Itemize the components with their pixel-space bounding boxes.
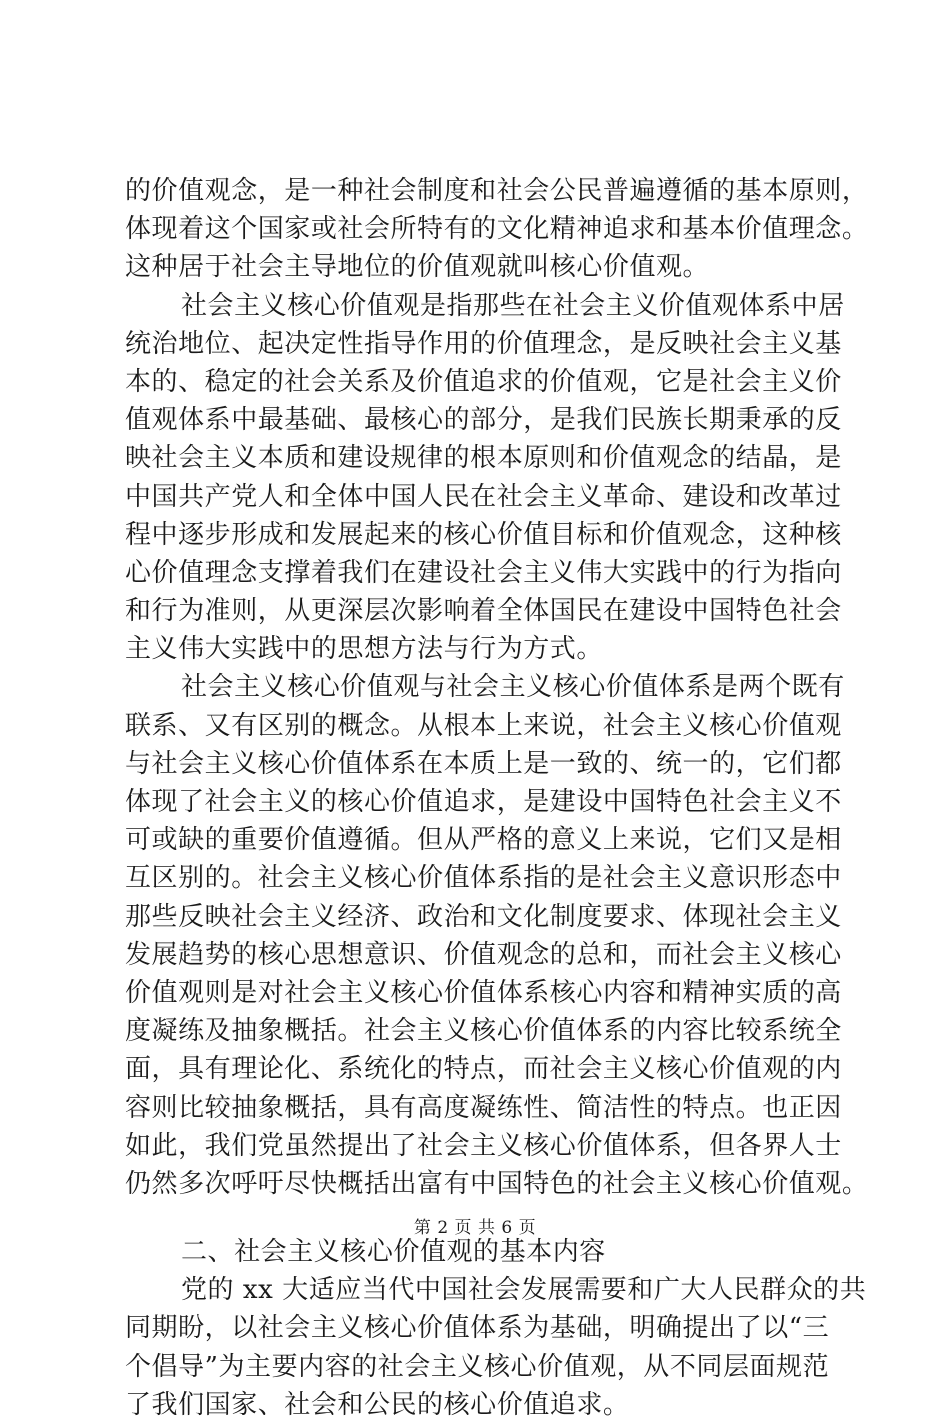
text-line: 值观体系中最基础、最核心的部分，是我们民族长期秉承的反 xyxy=(125,405,842,436)
text-line: 个倡导”为主要内容的社会主义核心价值观，从不同层面规范 xyxy=(125,1351,830,1382)
text-line: 面，具有理论化、系统化的特点，而社会主义核心价值观的内 xyxy=(125,1054,842,1085)
text-line: 统治地位、起决定性指导作用的价值理念，是反映社会主义基 xyxy=(125,328,842,359)
text-line: 党的 xx 大适应当代中国社会发展需要和广大人民群众的共 xyxy=(181,1275,867,1306)
text-line: 程中逐步形成和发展起来的核心价值目标和价值观念，这种核 xyxy=(125,519,842,550)
text-line: 了我们国家、社会和公民的核心价值追求。 xyxy=(125,1389,630,1420)
paragraph-4 xyxy=(125,1271,867,1424)
text-line: 社会主义核心价值观与社会主义核心价值体系是两个既有 xyxy=(181,672,845,703)
text-line: 价值观则是对社会主义核心价值体系核心内容和精神实质的高 xyxy=(125,977,842,1008)
text-line: 这种居于社会主导地位的价值观就叫核心价值观。 xyxy=(125,252,710,283)
text-line: 发展趋势的核心思想意识、价值观念的总和，而社会主义核心 xyxy=(125,939,842,970)
text-line: 度凝练及抽象概括。社会主义核心价值体系的内容比较系统全 xyxy=(125,1016,842,1047)
text-line: 心价值理念支撑着我们在建设社会主义伟大实践中的行为指向 xyxy=(125,557,842,588)
text-line: 和行为准则，从更深层次影响着全体国民在建设中国特色社会 xyxy=(125,596,842,627)
text-line: 仍然多次呼吁尽快概括出富有中国特色的社会主义核心价值观。 xyxy=(125,1168,869,1199)
text-line: 与社会主义核心价值体系在本质上是一致的、统一的，它们都 xyxy=(125,748,842,779)
text-line: 如此，我们党虽然提出了社会主义核心价值体系，但各界人士 xyxy=(125,1130,842,1161)
text-line: 主义伟大实践中的思想方法与行为方式。 xyxy=(125,634,603,665)
text-line: 体现了社会主义的核心价值追求，是建设中国特色社会主义不 xyxy=(125,787,842,817)
text-line: 同期盼，以社会主义核心价值体系为基础，明确提出了以“三 xyxy=(125,1313,830,1344)
text-line: 容则比较抽象概括，具有高度凝练性、简洁性的特点。也正因 xyxy=(125,1092,842,1123)
text-line: 映社会主义本质和建设规律的根本原则和价值观念的结晶，是 xyxy=(125,443,842,474)
text-line: 联系、又有区别的概念。从根本上来说，社会主义核心价值观 xyxy=(125,710,842,741)
text-line: 那些反映社会主义经济、政治和文化制度要求、体现社会主义 xyxy=(125,901,842,932)
text-line: 中国共产党人和全体中国人民在社会主义革命、建设和改革过 xyxy=(125,481,842,512)
text-line: 体现着这个国家或社会所特有的文化精神追求和基本价值理念。 xyxy=(125,214,869,245)
text-line: 互区别的。社会主义核心价值体系指的是社会主义意识形态中 xyxy=(125,863,842,894)
section-heading: 二、社会主义核心价值观的基本内容 xyxy=(181,1237,606,1268)
text-line: 本的、稳定的社会关系及价值追求的价值观，它是社会主义价 xyxy=(125,366,842,397)
text-line: 可或缺的重要价值遵循。但从严格的意义上来说，它们又是相 xyxy=(125,825,842,856)
text-line: 社会主义核心价值观是指那些在社会主义价值观体系中居 xyxy=(181,290,845,321)
paragraph-1 xyxy=(125,172,869,287)
paragraph-3 xyxy=(125,668,869,1203)
text-line: 的价值观念，是一种社会制度和社会公民普遍遵循的基本原则， xyxy=(125,176,869,206)
page-number-footer: 第 2 页 共 6 页 xyxy=(413,1218,537,1238)
paragraph-2 xyxy=(125,287,845,669)
